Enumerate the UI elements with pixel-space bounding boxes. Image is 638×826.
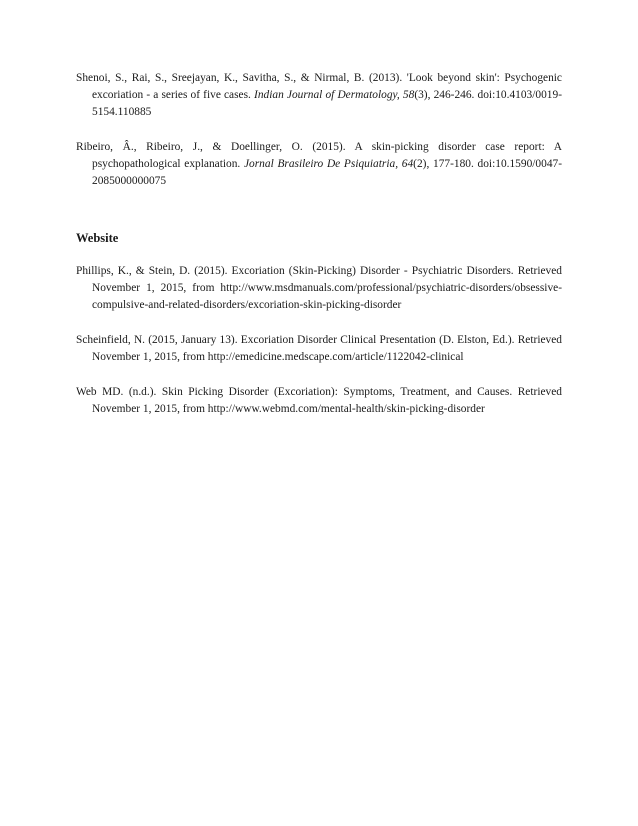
website-entry-phillips: Phillips, K., & Stein, D. (2015). Excoriation (Skin-Picking) Disorder - Psychiatric Disorders. Retrieved November 1, 2015, from http://www.msdmanuals.com/professional/psychiatric-disorders/obsessive-compulsive-and-related-disorders/excoriation-skin-picking-disorder [76,265,562,311]
reference-details: (2), 177-180. doi:10.1590/0047-2085000000075 [92,158,563,187]
website-entry-webmd: Web MD. (n.d.). Skin Picking Disorder (Excoriation): Symptoms, Treatment, and Causes. Retrieved November 1, 2015, from http://www.webmd.com/mental-health/skin-picking-disorder [76,386,562,415]
reference-authors: Shenoi, S., Rai, S., Sreejayan, K., Savitha, S., & Nirmal, B. (2013). 'Look beyond skin': Psychogenic excoriation - a series of five cases. [76,72,562,101]
reference-entry-ribeiro [76,139,562,190]
reference-journal: Indian Journal of Dermatology, 58 [254,89,415,101]
reference-authors: Ribeiro, Â., Ribeiro, J., & Doellinger, O. (2015). A skin-picking disorder case report: A psychopathological explanation. [76,141,562,170]
reference-details: (3), 246-246. doi:10.4103/0019-5154.110885 [92,89,562,118]
section-heading-website: Website [76,231,119,245]
reference-journal: Jornal Brasileiro De Psiquiatria, 64 [244,158,414,170]
reference-list [76,70,562,436]
reference-entry-shenoi [76,70,562,121]
website-entry-scheinfield: Scheinfield, N. (2015, January 13). Excoriation Disorder Clinical Presentation (D. Elston, Ed.). Retrieved November 1, 2015, from http://emedicine.medscape.com/article/1122042-clinical [76,334,562,363]
